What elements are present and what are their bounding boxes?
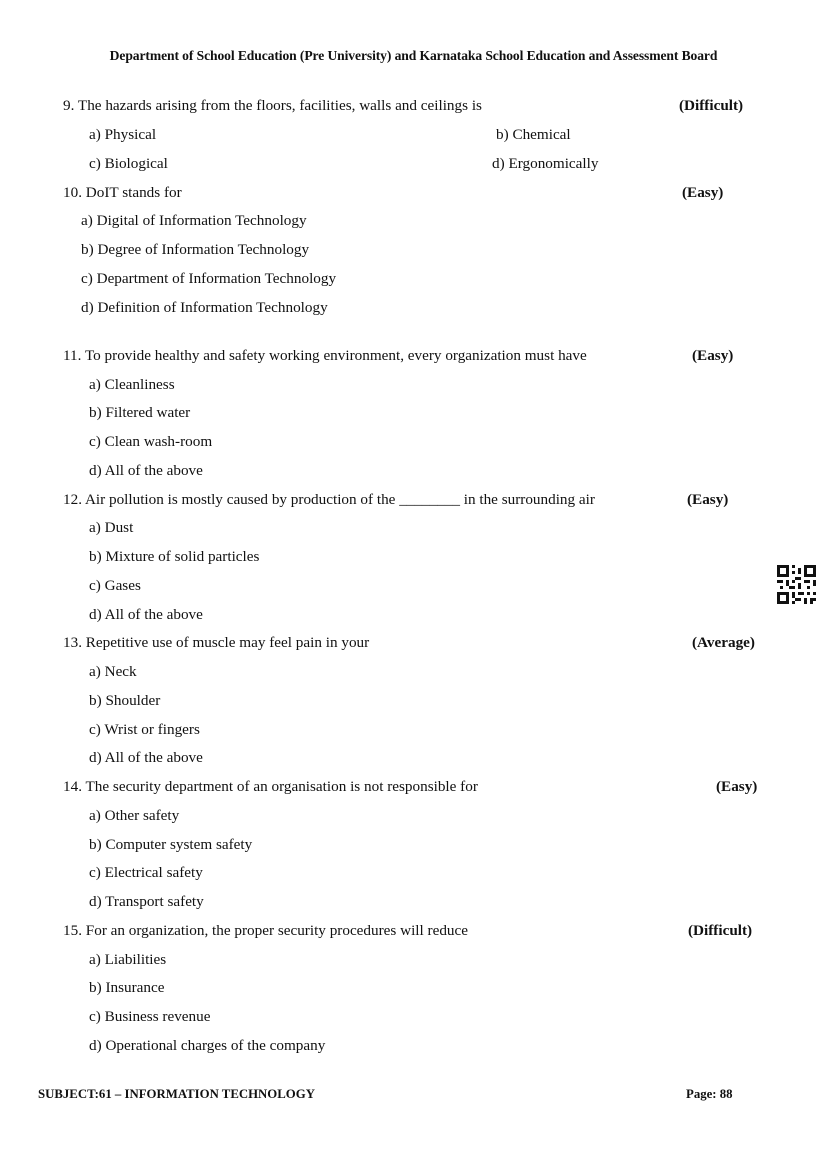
question-12-option-c: c) Gases: [89, 577, 141, 594]
question-11-option-b: b) Filtered water: [89, 404, 191, 421]
question-14-option-a: a) Other safety: [89, 807, 180, 824]
footer-page-number: Page: 88: [686, 1087, 733, 1101]
question-10-option-a: a) Digital of Information Technology: [81, 212, 307, 229]
question-11-option-a: a) Cleanliness: [89, 376, 175, 393]
question-13-option-d: d) All of the above: [89, 749, 203, 766]
question-14-option-d: d) Transport safety: [89, 893, 204, 910]
question-11-difficulty: (Easy): [692, 347, 734, 364]
question-15-option-d: d) Operational charges of the company: [89, 1037, 326, 1054]
question-15-option-c: c) Business revenue: [89, 1008, 211, 1025]
page-header: Department of School Education (Pre University) and Karnataka School Education and Assessment Board: [109, 48, 718, 63]
question-12-text: 12. Air pollution is mostly caused by production of the ________ in the surrounding air: [63, 491, 595, 508]
question-14-difficulty: (Easy): [716, 778, 758, 795]
question-9-text: 9. The hazards arising from the floors, facilities, walls and ceilings is: [63, 97, 482, 114]
question-9-option-b: b) Chemical: [496, 126, 571, 143]
question-12-difficulty: (Easy): [687, 491, 729, 508]
question-15-option-a: a) Liabilities: [89, 951, 167, 968]
question-14-text: 14. The security department of an organisation is not responsible for: [63, 778, 478, 795]
question-12-option-b: b) Mixture of solid particles: [89, 548, 260, 565]
question-15-option-b: b) Insurance: [89, 979, 165, 996]
question-11-text: 11. To provide healthy and safety working environment, every organization must have: [63, 347, 587, 364]
question-10-option-d: d) Definition of Information Technology: [81, 299, 328, 316]
question-10-option-c: c) Department of Information Technology: [81, 270, 337, 287]
question-9-option-d: d) Ergonomically: [492, 155, 599, 172]
question-13-difficulty: (Average): [692, 634, 755, 651]
question-13-option-c: c) Wrist or fingers: [89, 721, 200, 738]
qr-code-icon: [777, 565, 816, 604]
question-11-option-c: c) Clean wash-room: [89, 433, 213, 450]
question-9-difficulty: (Difficult): [679, 97, 744, 114]
question-10-difficulty: (Easy): [682, 184, 724, 201]
question-11-option-d: d) All of the above: [89, 462, 203, 479]
question-15-difficulty: (Difficult): [688, 922, 753, 939]
question-10-text: 10. DoIT stands for: [63, 184, 182, 201]
question-13-option-a: a) Neck: [89, 663, 137, 680]
question-13-text: 13. Repetitive use of muscle may feel pain in your: [63, 634, 370, 651]
question-13-option-b: b) Shoulder: [89, 692, 161, 709]
question-14-option-c: c) Electrical safety: [89, 864, 203, 881]
footer-subject: SUBJECT:61 – INFORMATION TECHNOLOGY: [38, 1087, 315, 1101]
question-9-option-c: c) Biological: [89, 155, 168, 172]
question-10-option-b: b) Degree of Information Technology: [81, 241, 310, 258]
question-14-option-b: b) Computer system safety: [89, 836, 253, 853]
question-15-text: 15. For an organization, the proper security procedures will reduce: [63, 922, 469, 939]
question-12-option-a: a) Dust: [89, 519, 134, 536]
question-12-option-d: d) All of the above: [89, 606, 203, 623]
question-9-option-a: a) Physical: [89, 126, 157, 143]
